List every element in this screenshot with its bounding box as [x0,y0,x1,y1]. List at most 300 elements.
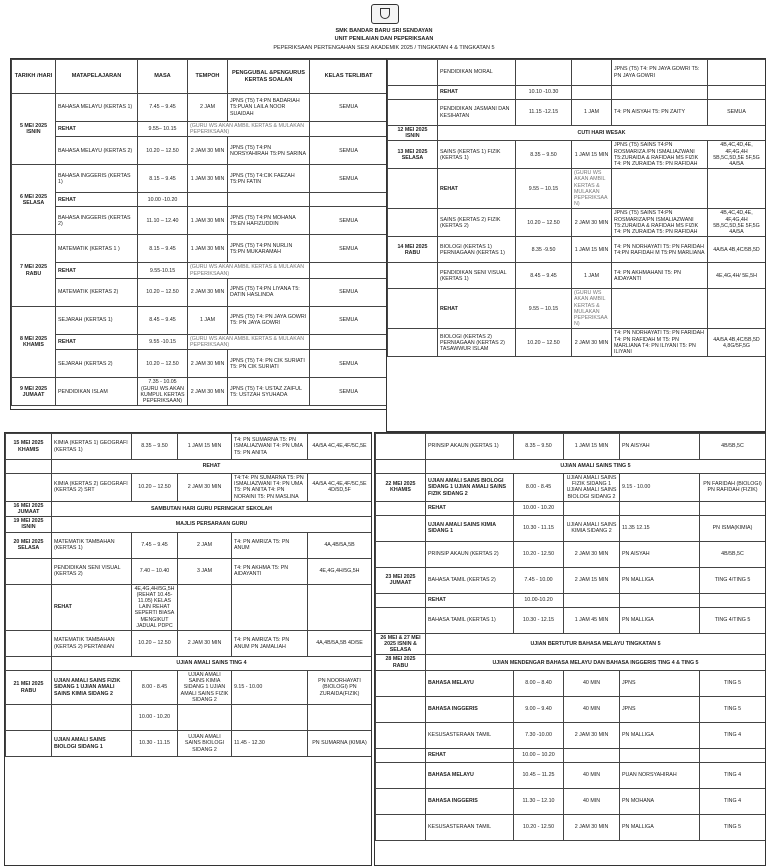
duration-cell [572,60,612,86]
duration-cell: 3 JAM [178,558,232,584]
time-cell: 8.00 – 8.40 [514,670,564,696]
class-cell: SEMUA [310,94,388,122]
day-cell [6,705,52,731]
class-cell [700,501,766,515]
table-row [376,633,766,655]
staff-cell: 9.15 - 10.00 [232,671,308,705]
table-row [388,86,766,100]
day-cell [388,289,438,329]
subject-cell: KESUSASTERAAN TAMIL [426,722,514,748]
table-row [376,722,766,748]
duration-cell: 1 JAM 15 MIN [178,434,232,460]
day-cell: 20 MEI 2025 SELASA [6,532,52,558]
day-cell [388,263,438,289]
class-cell: TING 5 [700,696,766,722]
time-cell: 7.45 – 9.45 [138,94,188,122]
staff-cell: JPNS (T5) SAINS T4:PN ROSMARIZA /PN ISMALIAZWANI T5:ZURAIDA & RAFIDAH MS FIZIK T4: PN ZURAIDA T5: PN RAFIDAH [612,141,708,169]
day-cell: 22 MEI 2025 KHAMIS [376,474,426,502]
subject-cell: UJIAN AMALI SAINS FIZIK SIDANG 1 UJIAN AMALI SAINS KIMIA SIDANG 2 [52,671,132,705]
time-cell: 7.30 -10.00 [514,722,564,748]
subject-cell: UJIAN MENDENGAR BAHASA MELAYU DAN BAHASA INGGERIS TING 4 & TING 5 [426,655,766,670]
day-cell: 14 MEI 2025 RABU [388,237,438,263]
day-cell: 9 MEI 2025 JUMAAT [12,378,56,406]
table-row [376,460,766,474]
class-cell: SEMUA [310,306,388,334]
document-header [0,0,768,58]
duration-cell: 2 JAM [178,532,232,558]
duration-cell: 40 MIN [564,696,620,722]
table-row [388,100,766,126]
time-cell: 8.00 - 8.45 [514,474,564,502]
duration-cell [564,593,620,607]
class-cell: SEMUA [310,137,388,165]
class-cell: 4A,4B/5A,5B 4D/5E [308,631,372,657]
day-cell [376,515,426,541]
table-row [388,60,766,86]
duration-cell: UJIAN AMALI SAINS BIOLOGI SIDANG 2 [178,731,232,757]
staff-cell: JPNS (T5) T4:PN MOHANA T5:EN HAFIZUDDIN [228,207,310,235]
day-cell: 12 MEI 2025 ISNIN [388,126,438,141]
table-row [388,263,766,289]
subject-cell: BAHASA INGGERIS [426,696,514,722]
class-cell [310,193,388,207]
time-cell: 10.20 - 12.50 [514,814,564,840]
subject-cell: REHAT [438,289,516,329]
duration-cell: 1 JAM [572,263,612,289]
duration-cell: 2 JAM 30 MIN [564,814,620,840]
time-cell: 8.45 – 9.45 [138,306,188,334]
subject-cell: REHAT [56,193,138,207]
duration-cell: (GURU WS AKAN AMBIL KERTAS & MULAKAN PEPERIKSAAN) [188,122,310,137]
time-cell: 10.30 - 12.15 [514,607,564,633]
staff-cell [228,193,310,207]
duration-cell: 2 JAM [188,94,228,122]
time-cell: 10.00-10.20 [514,593,564,607]
class-cell: 4B/5B,5C [700,434,766,460]
duration-cell: UJIAN AMALI SAINS KIMIA SIDANG 1 UJIAN AMALI SAINS FIZIK SIDANG 2 [178,671,232,705]
duration-cell: 2 JAM 30 MIN [572,209,612,237]
time-cell: 10.20 - 12.50 [514,541,564,567]
time-cell: 10.00 - 10.20 [132,705,178,731]
table-row [12,94,388,122]
subject-cell: CUTI HARI WESAK [438,126,766,141]
unit-name: UNIT PENILAIAN DAN PEPERIKSAAN [334,36,434,42]
time-cell: 7.40 – 10.40 [132,558,178,584]
day-cell: 5 MEI 2025 ISNIN [12,94,56,165]
subject-cell: REHAT [426,748,514,762]
subject-cell: BAHASA TAMIL (KERTAS 2) [426,567,514,593]
subject-cell: UJIAN AMALI SAINS TING 4 [52,657,372,671]
duration-cell: 40 MIN [564,670,620,696]
subject-cell: BAHASA INGGERIS [426,788,514,814]
table-row [388,237,766,263]
subject-cell: MAJLIS PERSARAAN GURU [52,517,372,532]
school-name: SMK BANDAR BARU SRI SENDAYAN [335,28,433,34]
class-cell: SEMUA [310,378,388,406]
duration-cell: 2 JAM 30 MIN [178,474,232,502]
day-cell: 6 MEI 2025 SELASA [12,165,56,235]
day-cell [388,86,438,100]
day-cell [376,541,426,567]
duration-cell: 1 JAM 30 MIN [188,207,228,235]
time-cell: 10.20 – 12.50 [132,474,178,502]
time-cell: 10.20 – 12.50 [138,350,188,378]
class-cell: 4A/5A 4B,4C/5B,5D 4,8G/5F,5G [708,329,766,357]
class-cell: 4A/5A 4C,4E,4F/5C,5E 4D/5D,5F [308,474,372,502]
staff-cell: JPNS [620,670,700,696]
subject-cell: PENDIDIKAN ISLAM [56,378,138,406]
class-cell: TING 4 [700,788,766,814]
table-row [388,329,766,357]
time-cell: 9.55 – 10.15 [516,169,572,209]
time-cell: 10.10 -10.30 [516,86,572,100]
table-row [12,378,388,406]
time-cell: 8.15 – 9.45 [138,165,188,193]
time-cell [516,60,572,86]
subject-cell: BAHASA MELAYU [426,762,514,788]
staff-cell [612,169,708,209]
staff-cell: PN MALLIGA [620,567,700,593]
subject-cell: SAINS (KERTAS 2) FIZIK (KERTAS 2) [438,209,516,237]
subject-cell: UJIAN AMALI SAINS BIOLOGI SIDANG 1 [52,731,132,757]
time-cell: 9.00 – 9.40 [514,696,564,722]
time-cell: 7.45 - 10.00 [514,567,564,593]
day-cell: 28 MEI 2025 RABU [376,655,426,670]
class-cell: SEMUA [310,235,388,263]
duration-cell: (GURU WS AKAN AMBIL KERTAS & MULAKAN PEPERIKSAAN) [188,334,310,349]
time-cell: 10.30 - 11.15 [132,731,178,757]
table-row [388,169,766,209]
table-row [12,207,388,235]
schedule-panel-c [4,432,372,866]
class-cell: 4E,4G,4H/5G,5H [308,558,372,584]
class-cell: 4A,4B/5A,5B [308,532,372,558]
day-cell [388,169,438,209]
class-cell: 4A/5A 4B,4C/5B,5D [708,237,766,263]
subject-cell: BIOLOGI (KERTAS 1) PERNIAGAAN (KERTAS 1) [438,237,516,263]
day-cell [376,762,426,788]
schedule-table-c [5,433,372,757]
staff-cell: T4: PN NORHAYATI T5: PN FARIDAH T4:PN RAFIDAH M T5:PN MARLIANA [612,237,708,263]
day-cell [376,434,426,460]
subject-cell: PENDIDIKAN SENI VISUAL (KERTAS 1) [438,263,516,289]
duration-cell: 1 JAM [188,306,228,334]
staff-cell: PN MALLIGA [620,607,700,633]
table-row [6,434,372,460]
duration-cell: 1 JAM 15 MIN [564,434,620,460]
class-cell [708,289,766,329]
table-row [388,141,766,169]
staff-cell: JPNS (T5) SAINS T4:PN ROSMARIZA/PN ISMALIAZWANI T5:ZURAIDA & RAFIDAH MS FIZIK T4: PN ZURAIDA T5: PN RAFIDAH [612,209,708,237]
duration-cell: (GURU WS AKAN AMBIL KERTAS & MULAKAN PEPERIKSAAN) [572,289,612,329]
staff-cell: PN MOHANA [620,788,700,814]
time-cell: 11.30 – 12.10 [514,788,564,814]
subject-cell: PENDIDIKAN SENI VISUAL (KERTAS 2) [52,558,132,584]
table-row [6,558,372,584]
subject-cell: BAHASA MELAYU (KERTAS 1) [56,94,138,122]
subject-cell: KESUSASTERAAN TAMIL [426,814,514,840]
time-cell: 9.55 – 10.15 [516,289,572,329]
duration-cell: 1 JAM 30 MIN [188,165,228,193]
subject-cell: UJIAN AMALI SAINS TING 5 [426,460,766,474]
class-cell: PN NOORHAYATI (BIOLOGI) PN ZURAIDA(FIZIK) [308,671,372,705]
subject-cell: BAHASA MELAYU (KERTAS 2) [56,137,138,165]
subject-cell: SAINS (KERTAS 1) FIZIK (KERTAS 1) [438,141,516,169]
staff-cell: JPNS (T5) T4:PN BADARIAH T5:PUAN LAILA NOOR SUAIDAH [228,94,310,122]
duration-cell: 2 JAM 30 MIN [188,350,228,378]
table-row [12,306,388,334]
day-cell: 7 MEI 2025 RABU [12,235,56,306]
duration-cell: 1 JAM 15 MIN [572,237,612,263]
day-cell [376,607,426,633]
duration-cell: 1 JAM [572,100,612,126]
staff-cell: JPNS (T5) T4: PN JAYA GOWRI T5: PN JAYA GOWRI [612,60,708,86]
staff-cell: 11.35 12.15 [620,515,700,541]
time-cell: 10.30 - 11.15 [514,515,564,541]
col-masa: MASA [138,60,188,94]
table-row [376,474,766,502]
table-row [6,731,372,757]
subject-cell: MATEMATIK TAMBAHAN (KERTAS 1) [52,532,132,558]
day-cell [376,814,426,840]
day-cell [376,722,426,748]
subject-cell: MATEMATIK (KERTAS 2) [56,278,138,306]
duration-cell: UJIAN AMALI SAINS FIZIK SIDANG 1 UJIAN AMALI SAINS BIOLOGI SIDANG 2 [564,474,620,502]
staff-cell: JPNS (T5) T4: USTAZ ZAIFUL T5: USTZAH SYUHADA [228,378,310,406]
subject-cell: UJIAN AMALI SAINS BIOLOGI SIDANG 1 UJIAN AMALI SAINS FIZIK SIDANG 2 [426,474,514,502]
class-cell: TING 5 [700,670,766,696]
subject-cell: REHAT [426,593,514,607]
day-cell [6,558,52,584]
class-cell: PN FARIDAH (BIOLOGI) PN RAFIDAH (FIZIK) [700,474,766,502]
class-cell: 4E,4G,4H/ 5E,5H [708,263,766,289]
day-cell [376,696,426,722]
day-cell: 8 MEI 2025 KHAMIS [12,306,56,377]
subject-cell: KIMIA (KERTAS 1) GEOGRAFI (KERTAS 1) [52,434,132,460]
class-cell [310,334,388,349]
class-cell [308,584,372,630]
time-cell: 8.35 – 9.50 [132,434,178,460]
table-row [376,696,766,722]
duration-cell: 1 JAM 30 MIN [188,235,228,263]
time-cell: 10.45 – 11.25 [514,762,564,788]
staff-cell: PN MALLIGA [620,814,700,840]
table-row [376,748,766,762]
day-cell [388,60,438,86]
class-cell: PN ISMA(KIMIA) [700,515,766,541]
staff-cell: JPNS (T5) T4:PN LIYANA T5: DATIN HASLINDA [228,278,310,306]
day-cell [388,100,438,126]
duration-cell [188,193,228,207]
class-cell [708,60,766,86]
table-row [376,501,766,515]
class-cell: PN SUMARNA (KIMIA) [308,731,372,757]
table-row [6,657,372,671]
schedule-panel-b [386,58,766,432]
table-row [6,705,372,731]
class-cell: SEMUA [708,100,766,126]
table-row [388,209,766,237]
day-cell [376,460,426,474]
duration-cell: UJIAN AMALI SAINS KIMIA SIDANG 2 [564,515,620,541]
schedule-panel-d [374,432,766,866]
subject-cell: UJIAN BERTUTUR BAHASA MELAYU TINGKATAN 5 [426,633,766,655]
subject-cell: SEJARAH (KERTAS 1) [56,306,138,334]
duration-cell: 2 JAM 30 MIN [188,278,228,306]
day-cell [376,593,426,607]
school-logo-icon [371,4,399,24]
staff-cell: JPNS (T5) T4: PN CIK SURIATI T5: PN CIK SURIATI [228,350,310,378]
day-cell [6,657,52,671]
duration-cell [572,86,612,100]
subject-cell: REHAT [426,501,514,515]
time-cell: 11.15 -12.15 [516,100,572,126]
duration-cell: 2 JAM 30 MIN [564,541,620,567]
col-mata: MATAPELAJARAN [56,60,138,94]
subject-cell: KIMIA (KERTAS 2) GEOGRAFI (KERTAS 2) SRT [52,474,132,502]
table-row [376,567,766,593]
table-row [6,517,372,532]
table-row [12,334,388,349]
subject-cell: BAHASA INGGERIS (KERTAS 2) [56,207,138,235]
staff-cell: T4: PN AISYAH T5: PN ZAITY [612,100,708,126]
time-cell: 10.20 – 12.50 [516,329,572,357]
duration-cell: 2 JAM 30 MIN [178,631,232,657]
class-cell: TING 5 [700,814,766,840]
class-cell: TING 4/TING 5 [700,567,766,593]
table-row [376,515,766,541]
day-cell: 21 MEI 2025 RABU [6,671,52,705]
schedule-table-d [375,433,766,841]
table-row [12,193,388,207]
time-cell: 8.00 - 8.45 [132,671,178,705]
time-cell: 8.35 – 9.50 [516,141,572,169]
time-cell: 9.55– 10.15 [138,122,188,137]
duration-cell: 2 JAM 30 MIN [572,329,612,357]
staff-cell: PN MALLIGA [620,722,700,748]
class-cell: 4B,4C,4D,4E, 4F,4G,4H 5B,5C,5D,5E 5F,5G 4A/5A [708,209,766,237]
class-cell: 4B,4C,4D,4E, 4F,4G,4H 5B,5C,5D,5E 5F,5G 4A/5A [708,141,766,169]
staff-cell [620,593,700,607]
day-cell [6,584,52,630]
staff-cell [620,748,700,762]
class-cell: TING 4/TING 5 [700,607,766,633]
col-kelas: KELAS TERLIBAT [310,60,388,94]
table-row [6,532,372,558]
day-cell [376,748,426,762]
class-cell [310,122,388,137]
day-cell [6,460,52,474]
duration-cell: 2 JAM 15 MIN [564,567,620,593]
time-cell: 10.00 -10.20 [138,193,188,207]
time-cell: 8.35 -9.50 [516,237,572,263]
table-row [376,541,766,567]
table-row [12,137,388,165]
class-cell: SEMUA [310,278,388,306]
schedule-table-b [387,59,766,357]
class-cell: 4B/5B,5C [700,541,766,567]
table-row [388,289,766,329]
day-cell [376,670,426,696]
table-row [12,278,388,306]
subject-cell: SAMBUTAN HARI GURU PERINGKAT SEKOLAH [52,501,372,516]
class-cell: 4A/5A 4C,4E,4F/5C,5E [308,434,372,460]
day-cell: 19 MEI 2025 ISNIN [6,517,52,532]
table-row [376,814,766,840]
col-penggubal: PENGGUBAL &PENGURUS KERTAS SOALAN [228,60,310,94]
table-row [12,122,388,137]
table-row [6,671,372,705]
time-cell: 10.00 - 10.20 [514,501,564,515]
day-cell: 26 MEI & 27 MEI 2025 ISNIN & SELASA [376,633,426,655]
subject-cell: REHAT [56,263,138,278]
subject-cell: BAHASA INGGERIS (KERTAS 1) [56,165,138,193]
time-cell: 8.15 – 9.45 [138,235,188,263]
day-cell: 16 MEI 2025 JUMAAT [6,501,52,516]
table-row [376,655,766,670]
staff-cell [620,501,700,515]
exam-title: PEPERIKSAAN PERTENGAHAN SESI AKADEMIK 2025 / TINGKATAN 4 & TINGKATAN 5 [273,45,495,51]
time-cell: 10.20 – 12.50 [138,137,188,165]
subject-cell: PENDIDIKAN MORAL [438,60,516,86]
staff-cell: PN AISYAH [620,541,700,567]
table-row [6,584,372,630]
staff-cell: JPNS (T5) T4:PN NURLIN T5:PN MUKARAMAH [228,235,310,263]
staff-cell [612,86,708,100]
duration-cell: 2 JAM 30 MIN [564,722,620,748]
duration-cell [564,501,620,515]
table-row [6,474,372,502]
class-cell: SEMUA [310,350,388,378]
staff-cell: T4:T4: PN SUMARNA T5: PN ISMALIAZWANI T4: PN UMA T5: PN ANITA T4: PN NORAINI T5: PN MASLINA [232,474,308,502]
duration-cell: 1 JAM 45 MIN [564,607,620,633]
day-cell [6,474,52,502]
staff-cell: T4: PN AMRIZA T5: PN ANUM PN JAMALIAH [232,631,308,657]
table-row [6,631,372,657]
subject-cell [52,705,132,731]
subject-cell: PENDIDIKAN JASMANI DAN KESIHATAN [438,100,516,126]
subject-cell: MATEMATIK (KERTAS 1 ) [56,235,138,263]
class-cell [310,263,388,278]
subject-cell: UJIAN AMALI SAINS KIMIA SIDANG 1 [426,515,514,541]
staff-cell: T4: PN AKHMA T5: PN AIDAYANTI [232,558,308,584]
duration-cell: 40 MIN [564,762,620,788]
table-row [6,460,372,474]
class-cell: SEMUA [310,207,388,235]
staff-cell [232,705,308,731]
time-cell: 7.35 - 10.05 (GURU WS AKAN KUMPUL KERTAS PEPERIKSAAN) [138,378,188,406]
staff-cell: T4: PN AKHMAHANI T5: PN AIDAYANTI [612,263,708,289]
table-row [376,762,766,788]
staff-cell: PN AISYAH [620,434,700,460]
subject-cell: MATEMATIK TAMBAHAN (KERTAS 2) PERTANIAN [52,631,132,657]
subject-cell: REHAT [52,460,372,474]
class-cell: SEMUA [310,165,388,193]
class-cell [708,169,766,209]
day-cell [388,329,438,357]
duration-cell: 2 JAM 30 MIN [188,137,228,165]
duration-cell [564,748,620,762]
class-cell [708,86,766,100]
day-cell [376,788,426,814]
class-cell: TING 4 [700,762,766,788]
subject-cell: REHAT [56,334,138,349]
time-cell: 8.45 – 9.45 [516,263,572,289]
subject-cell: PRINSIP AKAUN (KERTAS 2) [426,541,514,567]
subject-cell: BAHASA MELAYU [426,670,514,696]
duration-cell [178,584,232,630]
duration-cell: 1 JAM 15 MIN [572,141,612,169]
